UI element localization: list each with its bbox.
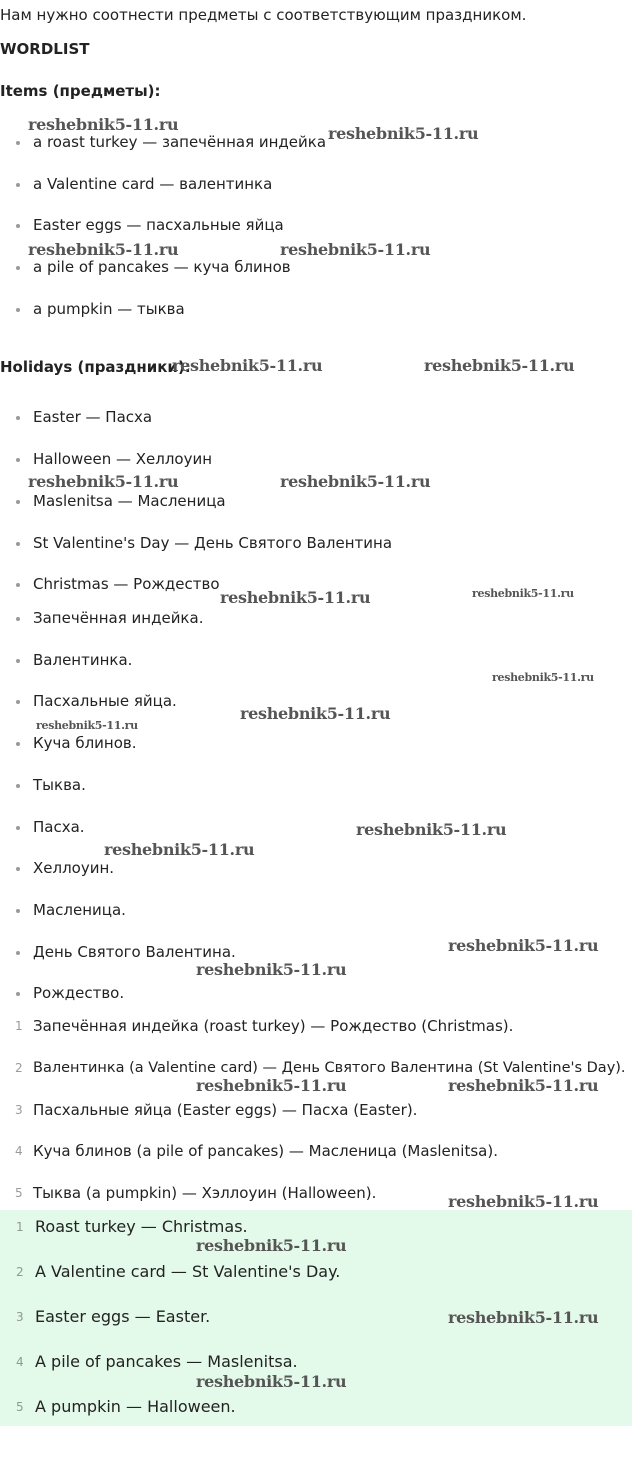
list-item: a roast turkey — запечённая индейка [0,131,632,153]
watermark: reshebnik5-11.ru [280,472,431,491]
bullet-icon [16,308,20,312]
list-item: a pumpkin — тыква [0,298,632,320]
watermark: reshebnik5-11.ru [196,1236,347,1255]
watermark: reshebnik5-11.ru [104,840,255,859]
wordlist-heading: WORDLIST [0,40,90,58]
watermark: reshebnik5-11.ru [220,588,371,607]
bullet-icon [16,826,20,830]
watermark: reshebnik5-11.ru [448,1308,599,1327]
bullet-icon [16,266,20,270]
list-item: 4 Куча блинов (a pile of pancakes) — Масленица (Maslenitsa). [15,1142,498,1160]
list-item: Куча блинов. [0,732,632,754]
list-item: Хеллоуин. [0,857,632,879]
watermark: reshebnik5-11.ru [448,1076,599,1095]
list-item: 1 Запечённая индейка (roast turkey) — Рождество (Christmas). [15,1017,514,1035]
list-item: Запечённая индейка. [0,607,632,629]
answer-item: 1 Roast turkey — Christmas. [16,1217,248,1236]
watermark: reshebnik5-11.ru [196,1372,347,1391]
answer-item: 4 A pile of pancakes — Maslenitsa. [16,1352,298,1371]
list-item: Пасхальные яйца. [0,690,632,712]
bullet-icon [16,742,20,746]
bullet-icon [16,583,20,587]
bullet-icon [16,542,20,546]
bullet-icon [16,458,20,462]
bullet-icon [16,183,20,187]
bullet-icon [16,224,20,228]
list-item: a pile of pancakes — куча блинов [0,256,632,278]
answer-item: 3 Easter eggs — Easter. [16,1307,211,1326]
watermark: reshebnik5-11.ru [328,124,479,143]
watermark: reshebnik5-11.ru [356,820,507,839]
list-item: Пасха. [0,816,632,838]
watermark: reshebnik5-11.ru [172,356,323,375]
list-item: Валентинка. [0,649,632,671]
watermark: reshebnik5-11.ru [448,936,599,955]
items-heading: Items (предметы): [0,82,161,100]
answer-item: 2 A Valentine card — St Valentine's Day. [16,1262,341,1281]
list-item: 5 Тыква (a pumpkin) — Хэллоуин (Halloween). [15,1184,377,1202]
bullet-icon [16,617,20,621]
watermark: reshebnik5-11.ru [492,671,594,684]
list-item: 3 Пасхальные яйца (Easter eggs) — Пасха (Easter). [15,1101,418,1119]
watermark: reshebnik5-11.ru [472,587,574,600]
list-item: Easter eggs — пасхальные яйца [0,214,632,236]
list-item: St Valentine's Day — День Святого Валентина [0,532,632,554]
watermark: reshebnik5-11.ru [280,240,431,259]
watermark: reshebnik5-11.ru [28,240,179,259]
answer-item: 5 A pumpkin — Halloween. [16,1397,236,1416]
list-item: Christmas — Рождество [0,573,632,595]
list-item: a Valentine card — валентинка [0,173,632,195]
bullet-icon [16,867,20,871]
watermark: reshebnik5-11.ru [36,719,138,732]
bullet-icon [16,992,20,996]
list-item: День Святого Валентина. [0,941,632,963]
bullet-icon [16,141,20,145]
watermark: reshebnik5-11.ru [196,1076,347,1095]
list-item: 2 Валентинка (a Valentine card) — День Святого Валентина (St Valentine's Day). [15,1060,626,1076]
list-item: Halloween — Хеллоуин [0,448,632,470]
bullet-icon [16,659,20,663]
list-item: Рождество. [0,982,632,1004]
list-item: Easter — Пасха [0,406,632,428]
bullet-icon [16,909,20,913]
bullet-icon [16,500,20,504]
watermark: reshebnik5-11.ru [448,1192,599,1211]
bullet-icon [16,784,20,788]
list-item: Тыква. [0,774,632,796]
list-item: Масленица. [0,899,632,921]
intro-text: Нам нужно соотнести предметы с соответствующим праздником. [0,6,527,24]
watermark: reshebnik5-11.ru [28,472,179,491]
watermark: reshebnik5-11.ru [240,704,391,723]
list-item: Maslenitsa — Масленица [0,490,632,512]
holidays-heading: Holidays (праздники): [0,358,191,376]
bullet-icon [16,951,20,955]
bullet-icon [16,416,20,420]
watermark: reshebnik5-11.ru [196,960,347,979]
watermark: reshebnik5-11.ru [28,115,179,134]
bullet-icon [16,700,20,704]
watermark: reshebnik5-11.ru [424,356,575,375]
